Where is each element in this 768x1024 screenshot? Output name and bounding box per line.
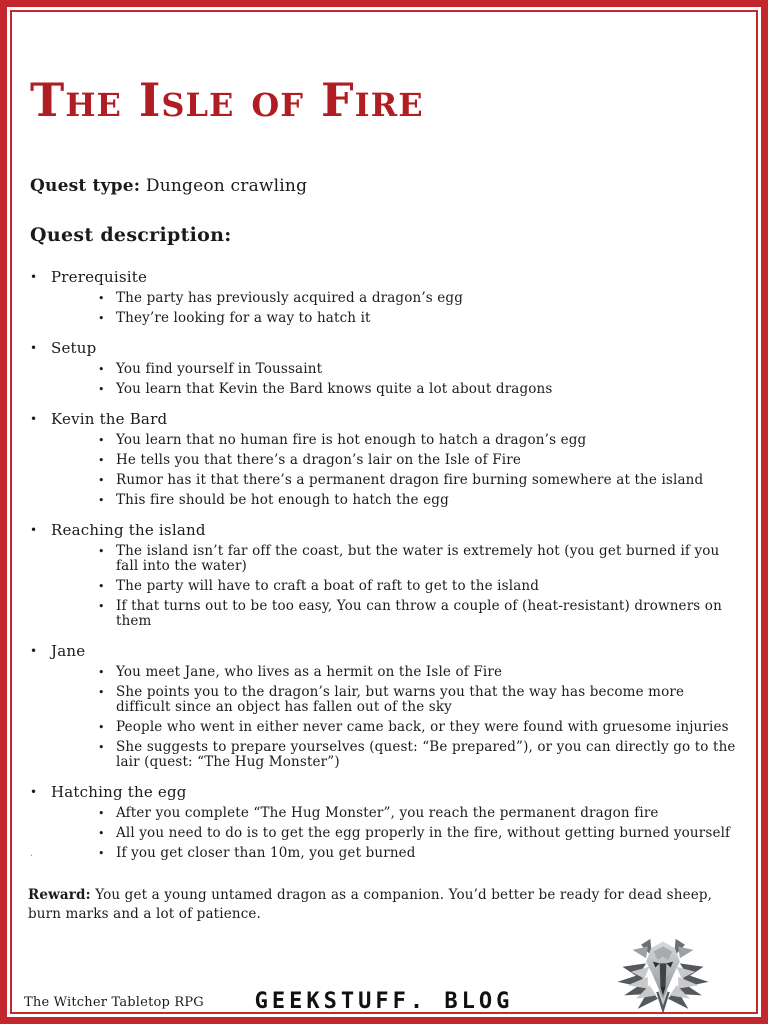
bullet-icon: • <box>98 363 105 376</box>
bullet-icon: • <box>98 847 105 860</box>
bullet-icon: • <box>98 807 105 820</box>
bullet-icon: • <box>98 474 105 487</box>
bullet-icon: • <box>98 827 105 840</box>
section-label: Hatching the egg <box>51 783 187 801</box>
bullet-icon: • <box>30 785 38 799</box>
section-label: Reaching the island <box>51 521 206 539</box>
quest-section-list <box>30 268 742 874</box>
quest-type-label: Quest type: <box>30 176 141 196</box>
list-item-text: The party will have to craft a boat of raft to get to the island <box>116 578 540 594</box>
witcher-wolf-medallion-icon <box>610 938 716 1014</box>
list-item-text: She points you to the dragon’s lair, but warns you that the way has become more difficult since an object has fallen out of the sky <box>116 684 685 715</box>
list-item-text: You meet Jane, who lives as a hermit on the Isle of Fire <box>116 664 503 680</box>
bullet-icon: • <box>98 383 105 396</box>
bullet-icon: • <box>98 686 105 699</box>
list-item-text: If you get closer than 10m, you get burned <box>116 845 416 861</box>
section-label: Jane <box>51 642 86 660</box>
list-item-text: After you complete “The Hug Monster”, you reach the permanent dragon fire <box>116 805 659 821</box>
bullet-icon: • <box>98 545 105 558</box>
list-item <box>30 382 742 397</box>
footer-series-title: The Witcher Tabletop RPG <box>24 995 204 1010</box>
section-header <box>30 783 742 801</box>
section-label: Setup <box>51 339 97 357</box>
list-item <box>30 473 742 488</box>
list-item-text: They’re looking for a way to hatch it <box>116 310 371 326</box>
bullet-icon: • <box>98 454 105 467</box>
section-label: Kevin the Bard <box>51 410 168 428</box>
bullet-icon: • <box>30 644 38 658</box>
stray-period-mark: . <box>30 848 34 859</box>
list-item <box>30 685 742 715</box>
bullet-icon: • <box>98 292 105 305</box>
section-item-list <box>30 362 742 397</box>
list-item <box>30 846 742 861</box>
quest-section-3 <box>30 521 742 629</box>
list-item-text: You learn that no human fire is hot enough to hatch a dragon’s egg <box>116 432 587 448</box>
quest-description-heading: Quest description: <box>30 224 232 246</box>
list-item-text: Rumor has it that there’s a permanent dragon fire burning somewhere at the island <box>116 472 704 488</box>
footer-blog-name: GEEKSTUFF. BLOG <box>254 989 514 1014</box>
bullet-icon: • <box>98 312 105 325</box>
section-label: Prerequisite <box>51 268 148 286</box>
bullet-icon: • <box>98 434 105 447</box>
list-item <box>30 826 742 841</box>
bullet-icon: • <box>98 666 105 679</box>
bullet-icon: • <box>30 412 38 426</box>
list-item <box>30 311 742 326</box>
list-item-text: This fire should be hot enough to hatch the egg <box>116 492 449 508</box>
list-item <box>30 720 742 735</box>
list-item-text: You learn that Kevin the Bard knows quite a lot about dragons <box>116 381 553 397</box>
list-item <box>30 599 742 629</box>
list-item-text: The party has previously acquired a dragon’s egg <box>116 290 464 306</box>
reward-line <box>28 886 744 924</box>
bullet-icon: • <box>98 721 105 734</box>
list-item-text: If that turns out to be too easy, You can throw a couple of (heat-resistant) drowners on them <box>116 598 722 629</box>
bullet-icon: • <box>30 270 38 284</box>
quest-type-value: Dungeon crawling <box>145 176 308 196</box>
section-header <box>30 268 742 286</box>
list-item <box>30 493 742 508</box>
quest-type-line <box>30 176 307 196</box>
reward-text: You get a young untamed dragon as a companion. You’d better be ready for dead sheep, burn marks and a lot of patience. <box>28 887 713 922</box>
bullet-icon: • <box>30 523 38 537</box>
quest-section-5 <box>30 783 742 861</box>
quest-section-2 <box>30 410 742 508</box>
section-item-list <box>30 544 742 629</box>
page-title: The Isle of Fire <box>30 72 424 127</box>
list-item <box>30 806 742 821</box>
bullet-icon: • <box>98 741 105 754</box>
list-item <box>30 291 742 306</box>
list-item <box>30 544 742 574</box>
list-item <box>30 453 742 468</box>
list-item <box>30 740 742 770</box>
list-item-text: People who went in either never came back, or they were found with gruesome injuries <box>116 719 729 735</box>
section-item-list <box>30 291 742 326</box>
list-item <box>30 362 742 377</box>
list-item-text: He tells you that there’s a dragon’s lair on the Isle of Fire <box>116 452 521 468</box>
list-item-text: You find yourself in Toussaint <box>116 361 323 377</box>
list-item <box>30 665 742 680</box>
quest-section-0 <box>30 268 742 326</box>
list-item-text: She suggests to prepare yourselves (quest: “Be prepared”), or you can directly go to the lair (quest: “The Hug Monster”) <box>116 739 736 770</box>
section-header <box>30 642 742 660</box>
list-item-text: The island isn’t far off the coast, but the water is extremely hot (you get burned if you fall into the water) <box>116 543 720 574</box>
list-item <box>30 433 742 448</box>
quest-section-4 <box>30 642 742 770</box>
section-header <box>30 521 742 539</box>
section-header <box>30 410 742 428</box>
reward-label: Reward: <box>28 887 91 903</box>
bullet-icon: • <box>98 580 105 593</box>
section-item-list <box>30 806 742 861</box>
bullet-icon: • <box>30 341 38 355</box>
quest-section-1 <box>30 339 742 397</box>
section-item-list <box>30 433 742 508</box>
section-item-list <box>30 665 742 770</box>
bullet-icon: • <box>98 494 105 507</box>
list-item-text: All you need to do is to get the egg properly in the fire, without getting burned yourself <box>116 825 731 841</box>
list-item <box>30 579 742 594</box>
section-header <box>30 339 742 357</box>
bullet-icon: • <box>98 600 105 613</box>
